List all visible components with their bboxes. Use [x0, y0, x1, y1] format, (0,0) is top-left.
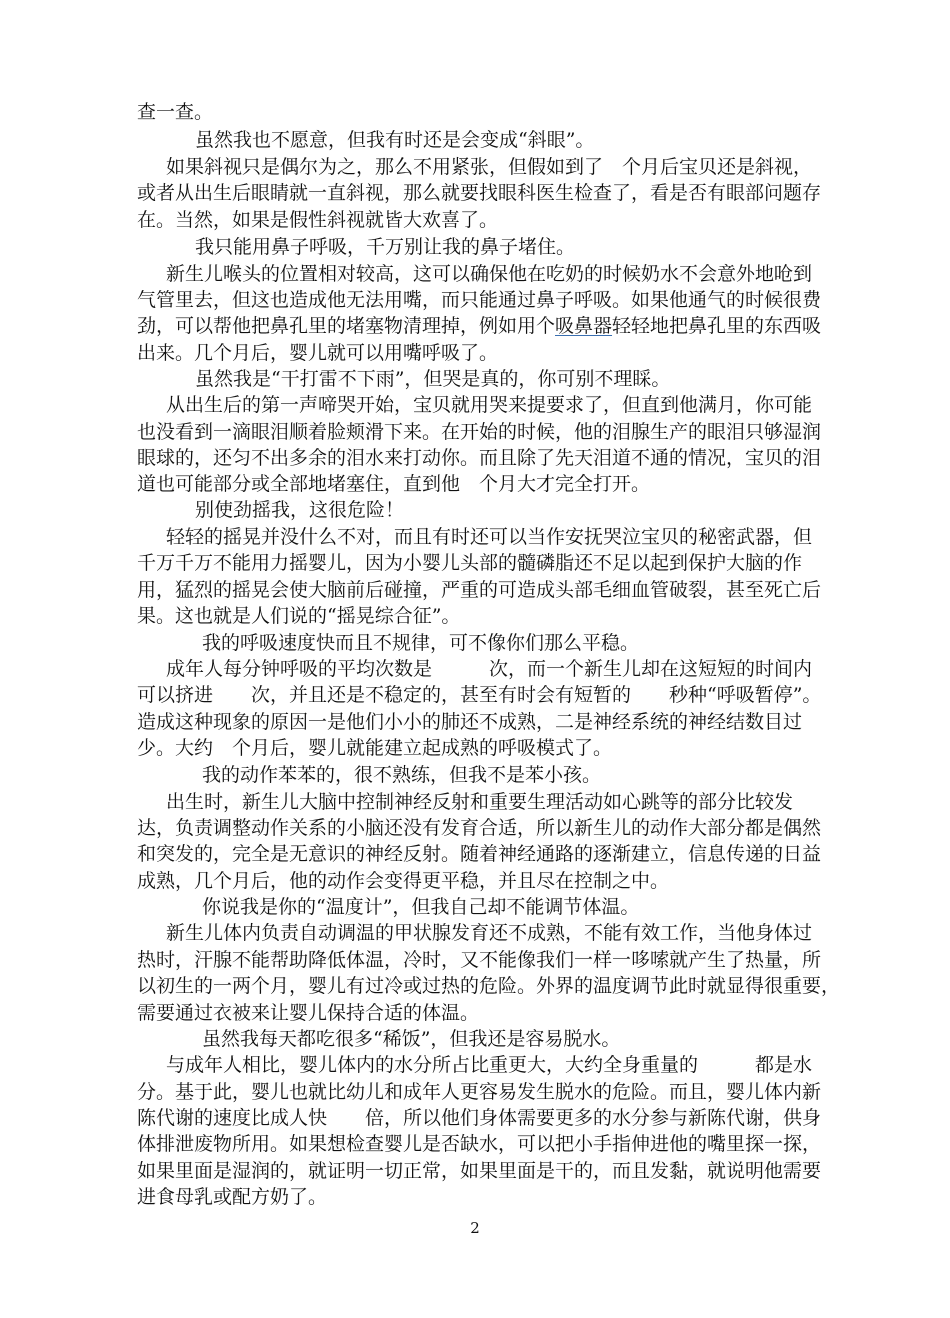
- text-line: 千万千万不能用力摇婴儿，因为小婴儿头部的髓磷脂还不足以起到保护大脑的作: [137, 552, 803, 574]
- text-line: 也没看到一滴眼泪顺着脸颊滑下来。在开始的时候，他的泪腺生产的眼泪只够湿润: [137, 421, 822, 443]
- page-number: 2: [470, 1219, 480, 1237]
- text-line: 如果里面是湿润的，就证明一切正常，如果里面是干的，而且发黏，就说明他需要: [137, 1160, 822, 1182]
- section-heading: 别使劲摇我，这很危险！: [195, 499, 405, 521]
- text-line: 从出生后的第一声啼哭开始，宝贝就用哭来提要求了，但直到他满月，你可能: [166, 394, 813, 416]
- section-heading: 虽然我每天都吃很多“稀饭”，但我还是容易脱水。: [202, 1028, 621, 1050]
- text-segment: 轻轻地把鼻孔里的东西吸: [612, 315, 822, 337]
- text-line: 新生儿体内负责自动调温的甲状腺发育还不成熟，不能有效工作，当他身体过: [166, 922, 813, 944]
- text-line: 轻轻的摇晃并没什么不对，而且有时还可以当作安抚哭泣宝贝的秘密武器，但: [166, 526, 813, 548]
- text-line: 成熟，几个月后，他的动作会变得更平稳，并且尽在控制之中。: [137, 870, 670, 892]
- text-line: 出生时，新生儿大脑中控制神经反射和重要生理活动如心跳等的部分比较发: [166, 791, 794, 813]
- text-line: 或者从出生后眼睛就一直斜视，那么就要找眼科医生检查了，看是否有眼部问题存: [137, 182, 822, 204]
- text-line: 查一查。: [137, 101, 214, 123]
- section-heading: 你说我是你的“温度计”，但我自己却不能调节体温。: [202, 896, 640, 918]
- text-line: 热时，汗腺不能帮助降低体温，冷时，又不能像我们一样一哆嗦就产生了热量，所: [137, 949, 822, 971]
- text-line: 气管里去，但这也造成他无法用嘴，而只能通过鼻子呼吸。如果他通气的时候很费: [137, 289, 822, 311]
- text-line: 陈代谢的速度比成人快 倍，所以他们身体需要更多的水分参与新陈代谢，供身: [137, 1107, 822, 1129]
- text-line: 进食母乳或配方奶了。: [137, 1186, 328, 1208]
- section-heading: 虽然我也不愿意，但我有时还是会变成“斜眼”。: [195, 129, 595, 151]
- section-heading: 我的呼吸速度快而且不规律，可不像你们那么平稳。: [202, 632, 640, 654]
- text-line: 可以挤进 次，并且还是不稳定的，甚至有时会有短暂的 秒种“呼吸暂停”。: [137, 684, 822, 706]
- text-line: 少。大约 个月后，婴儿就能建立起成熟的呼吸模式了。: [137, 737, 613, 759]
- text-line: 道也可能部分或全部地堵塞住，直到他 个月大才完全打开。: [137, 473, 651, 495]
- text-line: [137, 313, 821, 339]
- section-heading: 我的动作苯苯的，很不熟练，但我不是苯小孩。: [202, 764, 602, 786]
- text-line: 和突发的，完全是无意识的神经反射。随着神经通路的逐渐建立，信息传递的日益: [137, 843, 822, 865]
- text-line: 达，负责调整动作关系的小脑还没有发育合适，所以新生儿的动作大部分都是偶然: [137, 817, 822, 839]
- text-line: 需要通过衣被来让婴儿保持合适的体温。: [137, 1002, 480, 1024]
- text-line: 以初生的一两个月，婴儿有过冷或过热的危险。外界的温度调节此时就显得很重要，: [137, 975, 841, 997]
- text-line: 体排泄废物所用。如果想检查婴儿是否缺水，可以把小手指伸进他的嘴里探一探，: [137, 1133, 822, 1155]
- text-line: 与成年人相比，婴儿体内的水分所占比重更大，大约全身重量的 都是水: [166, 1054, 813, 1076]
- text-line: 果。这也就是人们说的“摇晃综合征”。: [137, 605, 461, 627]
- text-line: 如果斜视只是偶尔为之，那么不用紧张，但假如到了 个月后宝贝还是斜视，: [166, 156, 813, 178]
- text-line: 在。当然，如果是假性斜视就皆大欢喜了。: [137, 209, 499, 231]
- text-line: 眼球的，还匀不出多余的泪水来打动你。而且除了先天泪道不通的情况，宝贝的泪: [137, 447, 822, 469]
- text-line: 新生儿喉头的位置相对较高，这可以确保他在吃奶的时候奶水不会意外地呛到: [166, 263, 813, 285]
- text-line: 造成这种现象的原因一是他们小小的肺还不成熟，二是神经系统的神经结数目过: [137, 711, 803, 733]
- text-line: 分。基于此，婴儿也就比幼儿和成年人更容易发生脱水的危险。而且，婴儿体内新: [137, 1081, 822, 1103]
- text-segment: 劲，可以帮他把鼻孔里的堵塞物清理掉，例如用个: [137, 315, 556, 337]
- section-heading: 我只能用鼻子呼吸，千万别让我的鼻子堵住。: [195, 236, 576, 258]
- section-heading: 虽然我是“干打雷不下雨”，但哭是真的，你可别不理睬。: [195, 368, 671, 390]
- text-line: 成年人每分钟呼吸的平均次数是 次，而一个新生儿却在这短短的时间内: [166, 658, 813, 680]
- text-line: 出来。几个月后，婴儿就可以用嘴呼吸了。: [137, 342, 499, 364]
- nasal-aspirator-link[interactable]: 吸鼻器: [555, 315, 613, 337]
- text-line: 用，猛烈的摇晃会使大脑前后碰撞，严重的可造成头部毛细血管破裂，甚至死亡后: [137, 579, 822, 601]
